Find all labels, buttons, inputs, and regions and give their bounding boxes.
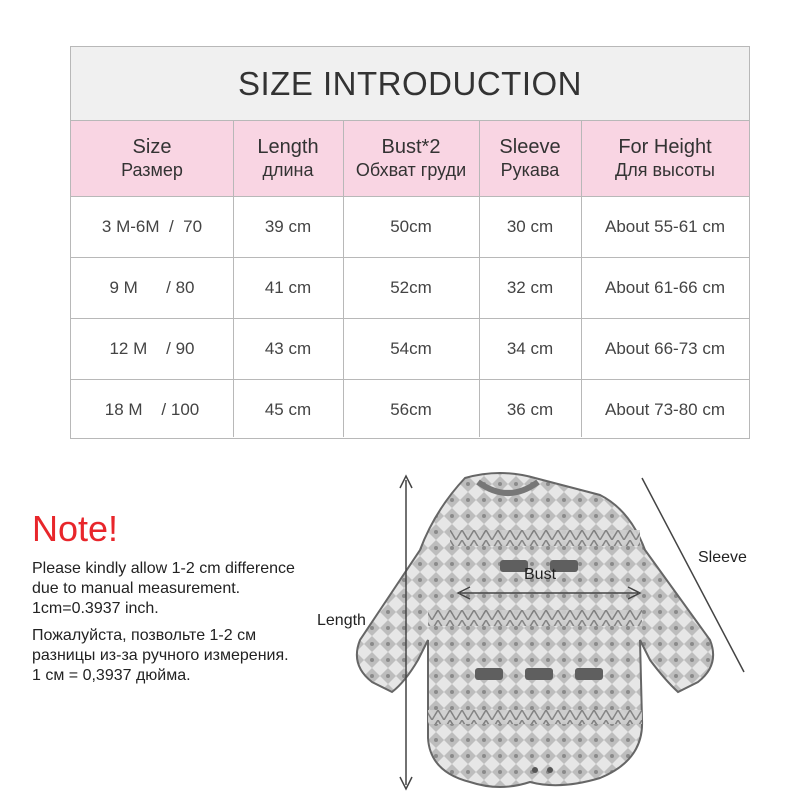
cell-length: 41 cm [264,278,312,297]
pattern-band [428,610,642,626]
length-label: Length [317,612,366,629]
snap-button [547,767,553,773]
header-length [233,121,343,196]
table-row [71,258,749,318]
cell-height: About 61-66 cm [604,278,725,297]
cell-length: 39 cm [264,217,312,236]
note-en-line: 1cm=0.3937 inch. [32,600,159,617]
header-sleeve-ru: Рукава [500,159,560,180]
cell-bust: 54cm [390,339,432,358]
pattern-band [428,710,642,724]
note-ru-line: разницы из-за ручного измерения. [32,647,289,664]
column-divider [343,121,344,437]
header-length-en: Length [257,135,319,158]
note-ru-line: 1 см = 0,3937 дюйма. [32,667,191,684]
note-title: Note! [32,508,119,549]
cell-size: 18 M / 100 [104,400,200,419]
cell-sleeve: 36 cm [506,400,554,419]
note-en-line: Please kindly allow 1-2 cm difference [32,560,295,577]
bust-label: Bust [524,566,557,583]
cell-height: About 55-61 cm [604,217,725,236]
note-ru-line: Пожалуйста, позвольте 1-2 см [32,627,257,644]
table-row [71,380,749,440]
cell-length: 43 cm [264,339,312,358]
cell-length: 45 cm [264,400,312,419]
header-sleeve [479,121,581,196]
cell-size: 12 M / 90 [109,339,195,358]
column-divider [479,121,480,437]
size-table [70,46,750,439]
snap-button [532,767,538,773]
header-height-ru: Для высоты [615,159,715,180]
table-row [71,319,749,379]
note-en-line: due to manual measurement. [32,580,241,597]
header-height-en: For Height [618,135,712,158]
cell-height: About 73-80 cm [604,400,725,419]
cell-bust: 50cm [390,217,432,236]
column-divider [233,121,234,437]
header-bust [343,121,479,196]
header-height [581,121,749,196]
sleeve-label: Sleeve [698,549,747,566]
cell-sleeve: 30 cm [506,217,554,236]
note-russian [32,626,289,686]
cell-sleeve: 32 cm [506,278,554,297]
table-header-row [71,121,749,197]
cell-size: 3 M-6M / 70 [101,217,203,236]
cell-sleeve: 34 cm [506,339,554,358]
header-bust-en: Bust*2 [381,135,441,158]
sweater-romper-icon [300,460,800,800]
header-size-en: Size [132,135,172,158]
column-divider [581,121,582,437]
header-length-ru: длина [262,159,314,180]
cell-bust: 56cm [390,400,432,419]
note-english [32,559,295,619]
cell-height: About 66-73 cm [604,339,725,358]
header-size-ru: Размер [121,159,183,180]
cell-bust: 52cm [390,278,432,297]
header-bust-ru: Обхват груди [355,159,467,180]
header-sleeve-en: Sleeve [499,135,561,158]
table-row [71,197,749,257]
pattern-band [450,530,640,546]
cell-size: 9 M / 80 [109,278,195,297]
measurement-diagram [300,460,800,800]
header-size [71,121,233,196]
garment-outline [357,473,713,787]
table-title: SIZE INTRODUCTION [71,47,749,121]
